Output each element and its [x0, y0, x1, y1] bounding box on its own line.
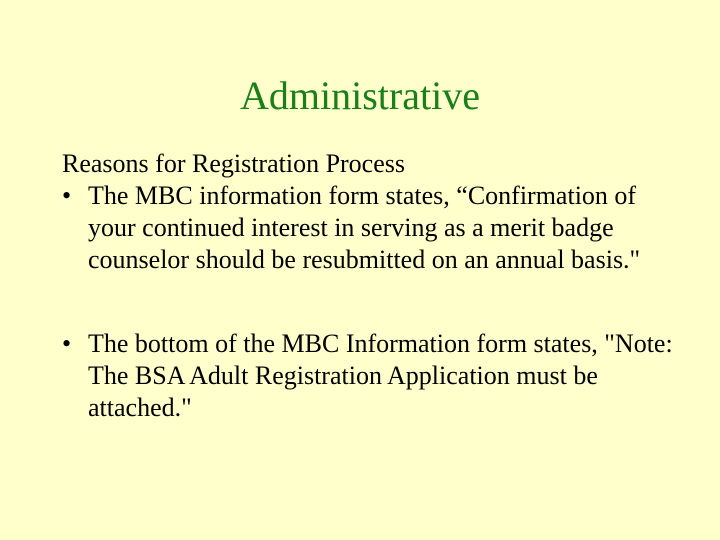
slide-content — [62, 148, 682, 424]
bullet-text-1: The MBC information form states, “Confirmation of your continued interest in serving as a merit badge counselor should be resubmitted on an annual basis." — [88, 181, 641, 274]
slide-title: Administrative — [240, 73, 480, 118]
bullet-icon: • — [62, 181, 72, 210]
section-heading: Reasons for Registration Process — [62, 149, 406, 178]
bullet-icon: • — [62, 329, 72, 358]
bullet-text-2: The bottom of the MBC Information form states, "Note: The BSA Adult Registration Application must be attached." — [88, 329, 673, 422]
bullet-item-2 — [62, 328, 682, 424]
bullet-item-1 — [62, 180, 682, 276]
